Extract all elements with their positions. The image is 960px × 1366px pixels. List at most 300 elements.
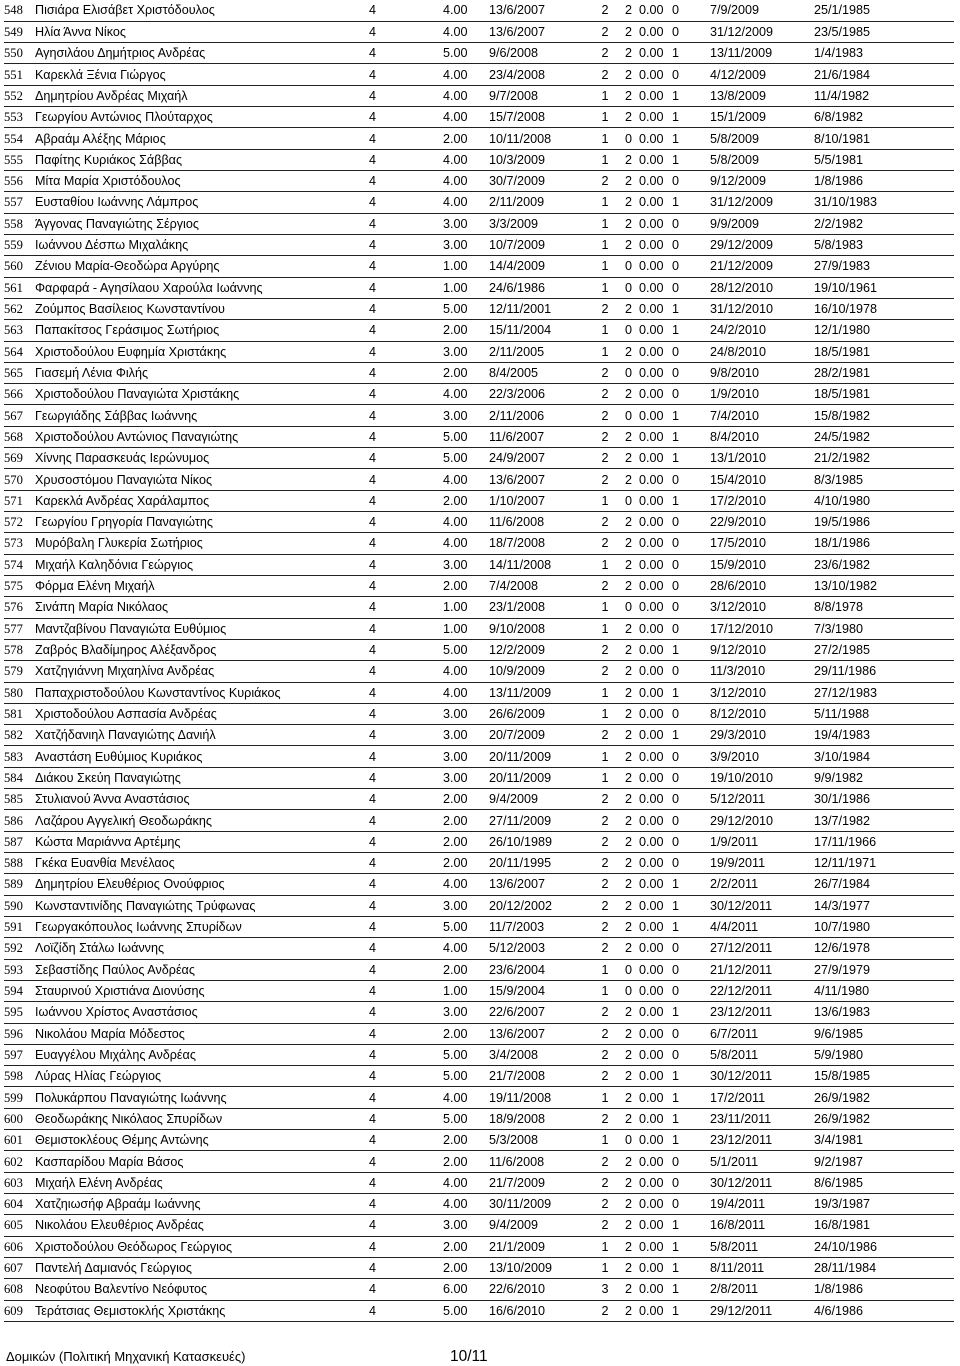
cell-col-c: 2 xyxy=(618,533,639,554)
cell-score: 2.00 xyxy=(443,362,489,383)
cell-score: 4.00 xyxy=(443,469,489,490)
cell-col-a: 4 xyxy=(369,575,443,596)
cell-col-a: 4 xyxy=(369,831,443,852)
cell-col-c: 2 xyxy=(618,234,639,255)
cell-col-d: 0.00 xyxy=(639,1023,672,1044)
cell-birth-date: 16/8/1981 xyxy=(814,1215,954,1236)
cell-date-2: 13/1/2010 xyxy=(710,448,814,469)
cell-col-a: 4 xyxy=(369,405,443,426)
cell-col-e: 0 xyxy=(672,959,710,980)
table-row xyxy=(4,789,954,810)
cell-col-a: 4 xyxy=(369,1172,443,1193)
cell-col-b: 2 xyxy=(592,64,618,85)
cell-col-b: 2 xyxy=(592,853,618,874)
cell-col-a: 4 xyxy=(369,853,443,874)
cell-score: 2.00 xyxy=(443,320,489,341)
cell-date-2: 30/12/2011 xyxy=(710,895,814,916)
cell-col-b: 2 xyxy=(592,1108,618,1129)
cell-col-d: 0.00 xyxy=(639,171,672,192)
cell-col-e: 0 xyxy=(672,1172,710,1193)
cell-col-a: 4 xyxy=(369,554,443,575)
cell-full-name: Μίτα Μαρία Χριστόδουλος xyxy=(35,171,369,192)
cell-col-a: 4 xyxy=(369,298,443,319)
table-row xyxy=(4,234,954,255)
cell-row-number: 549 xyxy=(4,21,35,42)
cell-full-name: Χριστοδούλου Θεόδωρος Γεώργιος xyxy=(35,1236,369,1257)
table-row xyxy=(4,682,954,703)
cell-col-c: 2 xyxy=(618,682,639,703)
cell-date-1: 11/7/2003 xyxy=(489,916,592,937)
cell-col-a: 4 xyxy=(369,490,443,511)
cell-col-d: 0.00 xyxy=(639,298,672,319)
cell-col-e: 1 xyxy=(672,1257,710,1278)
cell-col-d: 0.00 xyxy=(639,725,672,746)
cell-col-a: 4 xyxy=(369,43,443,64)
cell-col-b: 1 xyxy=(592,1236,618,1257)
cell-score: 1.00 xyxy=(443,597,489,618)
cell-col-b: 2 xyxy=(592,1002,618,1023)
cell-col-c: 2 xyxy=(618,810,639,831)
cell-col-c: 2 xyxy=(618,1044,639,1065)
cell-birth-date: 8/8/1978 xyxy=(814,597,954,618)
cell-col-b: 1 xyxy=(592,341,618,362)
cell-full-name: Μιχαήλ Ελένη Ανδρέας xyxy=(35,1172,369,1193)
cell-full-name: Χριστοδούλου Ευφημία Χριστάκης xyxy=(35,341,369,362)
cell-birth-date: 13/7/1982 xyxy=(814,810,954,831)
cell-date-2: 9/12/2009 xyxy=(710,171,814,192)
cell-col-a: 4 xyxy=(369,639,443,660)
table-row xyxy=(4,831,954,852)
cell-date-1: 2/11/2009 xyxy=(489,192,592,213)
cell-score: 3.00 xyxy=(443,234,489,255)
cell-col-e: 0 xyxy=(672,1194,710,1215)
cell-col-e: 1 xyxy=(672,1108,710,1129)
cell-row-number: 577 xyxy=(4,618,35,639)
cell-score: 2.00 xyxy=(443,128,489,149)
cell-col-a: 4 xyxy=(369,1002,443,1023)
cell-col-c: 0 xyxy=(618,256,639,277)
table-row xyxy=(4,320,954,341)
table-row xyxy=(4,767,954,788)
table-row xyxy=(4,1044,954,1065)
cell-col-a: 4 xyxy=(369,789,443,810)
cell-row-number: 590 xyxy=(4,895,35,916)
cell-col-a: 4 xyxy=(369,1215,443,1236)
cell-birth-date: 24/10/1986 xyxy=(814,1236,954,1257)
cell-col-b: 2 xyxy=(592,895,618,916)
cell-full-name: Φόρμα Ελένη Μιχαήλ xyxy=(35,575,369,596)
cell-col-c: 2 xyxy=(618,767,639,788)
cell-full-name: Γεωργιάδης Σάββας Ιωάννης xyxy=(35,405,369,426)
cell-birth-date: 15/8/1985 xyxy=(814,1066,954,1087)
cell-col-b: 2 xyxy=(592,916,618,937)
cell-col-e: 0 xyxy=(672,661,710,682)
cell-date-1: 24/9/2007 xyxy=(489,448,592,469)
table-row xyxy=(4,746,954,767)
table-row xyxy=(4,1257,954,1278)
cell-birth-date: 27/2/1985 xyxy=(814,639,954,660)
cell-date-1: 14/11/2008 xyxy=(489,554,592,575)
cell-col-d: 0.00 xyxy=(639,64,672,85)
cell-col-d: 0.00 xyxy=(639,1002,672,1023)
cell-row-number: 603 xyxy=(4,1172,35,1193)
cell-col-e: 0 xyxy=(672,21,710,42)
cell-col-e: 0 xyxy=(672,213,710,234)
cell-col-b: 2 xyxy=(592,512,618,533)
table-row xyxy=(4,277,954,298)
cell-col-e: 1 xyxy=(672,1002,710,1023)
cell-date-2: 2/2/2011 xyxy=(710,874,814,895)
cell-birth-date: 5/8/1983 xyxy=(814,234,954,255)
cell-row-number: 601 xyxy=(4,1130,35,1151)
cell-col-e: 0 xyxy=(672,938,710,959)
cell-col-d: 0.00 xyxy=(639,853,672,874)
cell-col-b: 2 xyxy=(592,1044,618,1065)
cell-col-b: 2 xyxy=(592,171,618,192)
cell-date-2: 29/12/2011 xyxy=(710,1300,814,1321)
cell-col-d: 0.00 xyxy=(639,448,672,469)
cell-row-number: 589 xyxy=(4,874,35,895)
cell-date-1: 21/1/2009 xyxy=(489,1236,592,1257)
cell-col-e: 0 xyxy=(672,256,710,277)
cell-col-c: 2 xyxy=(618,639,639,660)
cell-col-c: 2 xyxy=(618,0,639,21)
cell-birth-date: 21/6/1984 xyxy=(814,64,954,85)
cell-score: 3.00 xyxy=(443,703,489,724)
cell-col-a: 4 xyxy=(369,703,443,724)
cell-date-2: 22/9/2010 xyxy=(710,512,814,533)
cell-col-a: 4 xyxy=(369,256,443,277)
cell-col-c: 2 xyxy=(618,1215,639,1236)
table-row xyxy=(4,362,954,383)
cell-date-2: 5/1/2011 xyxy=(710,1151,814,1172)
cell-col-d: 0.00 xyxy=(639,107,672,128)
cell-col-d: 0.00 xyxy=(639,256,672,277)
cell-col-b: 1 xyxy=(592,234,618,255)
cell-col-c: 0 xyxy=(618,277,639,298)
cell-col-e: 1 xyxy=(672,298,710,319)
cell-score: 3.00 xyxy=(443,405,489,426)
table-row xyxy=(4,1172,954,1193)
cell-score: 5.00 xyxy=(443,43,489,64)
cell-score: 5.00 xyxy=(443,448,489,469)
cell-full-name: Ζαβρός Βλαδίμηρος Αλέξανδρος xyxy=(35,639,369,660)
cell-col-b: 1 xyxy=(592,213,618,234)
cell-col-b: 2 xyxy=(592,533,618,554)
cell-date-1: 3/3/2009 xyxy=(489,213,592,234)
cell-birth-date: 10/7/1980 xyxy=(814,916,954,937)
cell-birth-date: 6/8/1982 xyxy=(814,107,954,128)
cell-full-name: Δημητρίου Ελευθέριος Ονούφριος xyxy=(35,874,369,895)
cell-full-name: Τεράτσιας Θεμιστοκλής Χριστάκης xyxy=(35,1300,369,1321)
cell-col-c: 2 xyxy=(618,1066,639,1087)
table-row xyxy=(4,938,954,959)
table-row xyxy=(4,703,954,724)
cell-col-d: 0.00 xyxy=(639,1172,672,1193)
cell-col-b: 2 xyxy=(592,1194,618,1215)
cell-birth-date: 17/11/1966 xyxy=(814,831,954,852)
cell-col-d: 0.00 xyxy=(639,192,672,213)
cell-col-e: 1 xyxy=(672,1087,710,1108)
cell-score: 2.00 xyxy=(443,1023,489,1044)
cell-col-b: 1 xyxy=(592,85,618,106)
cell-date-2: 19/4/2011 xyxy=(710,1194,814,1215)
cell-col-c: 2 xyxy=(618,916,639,937)
cell-col-b: 2 xyxy=(592,448,618,469)
cell-date-2: 15/1/2009 xyxy=(710,107,814,128)
cell-date-1: 13/6/2007 xyxy=(489,874,592,895)
cell-col-a: 4 xyxy=(369,1151,443,1172)
cell-full-name: Ευαγγέλου Μιχάλης Ανδρέας xyxy=(35,1044,369,1065)
cell-col-d: 0.00 xyxy=(639,789,672,810)
cell-col-d: 0.00 xyxy=(639,1300,672,1321)
cell-col-a: 4 xyxy=(369,1236,443,1257)
cell-date-1: 13/6/2007 xyxy=(489,0,592,21)
cell-full-name: Νεοφύτου Βαλεντίνο Νεόφυτος xyxy=(35,1279,369,1300)
cell-col-b: 2 xyxy=(592,469,618,490)
cell-full-name: Λύρας Ηλίας Γεώργιος xyxy=(35,1066,369,1087)
cell-date-1: 23/4/2008 xyxy=(489,64,592,85)
cell-col-a: 4 xyxy=(369,213,443,234)
cell-date-1: 10/9/2009 xyxy=(489,661,592,682)
cell-col-c: 2 xyxy=(618,661,639,682)
cell-col-c: 2 xyxy=(618,1108,639,1129)
cell-date-2: 1/9/2011 xyxy=(710,831,814,852)
cell-date-2: 3/12/2010 xyxy=(710,682,814,703)
cell-birth-date: 4/11/1980 xyxy=(814,980,954,1001)
cell-score: 3.00 xyxy=(443,895,489,916)
cell-col-d: 0.00 xyxy=(639,213,672,234)
cell-col-d: 0.00 xyxy=(639,85,672,106)
cell-full-name: Νικολάου Μαρία Μόδεστος xyxy=(35,1023,369,1044)
cell-date-2: 5/8/2009 xyxy=(710,128,814,149)
cell-col-b: 1 xyxy=(592,1257,618,1278)
cell-date-1: 14/4/2009 xyxy=(489,256,592,277)
cell-col-c: 2 xyxy=(618,341,639,362)
table-row xyxy=(4,192,954,213)
cell-col-c: 2 xyxy=(618,1257,639,1278)
cell-date-2: 9/8/2010 xyxy=(710,362,814,383)
cell-date-2: 6/7/2011 xyxy=(710,1023,814,1044)
cell-full-name: Κωνσταντινίδης Παναγιώτης Τρύφωνας xyxy=(35,895,369,916)
cell-full-name: Παπαχριστοδούλου Κωνσταντίνος Κυριάκος xyxy=(35,682,369,703)
cell-col-a: 4 xyxy=(369,107,443,128)
cell-col-a: 4 xyxy=(369,1108,443,1129)
cell-row-number: 587 xyxy=(4,831,35,852)
cell-col-d: 0.00 xyxy=(639,1279,672,1300)
cell-col-a: 4 xyxy=(369,341,443,362)
cell-date-2: 28/6/2010 xyxy=(710,575,814,596)
cell-col-e: 1 xyxy=(672,107,710,128)
cell-date-2: 29/12/2009 xyxy=(710,234,814,255)
cell-full-name: Στυλιανού Άννα Αναστάσιος xyxy=(35,789,369,810)
cell-birth-date: 18/5/1981 xyxy=(814,384,954,405)
cell-date-2: 5/12/2011 xyxy=(710,789,814,810)
cell-col-e: 0 xyxy=(672,533,710,554)
cell-col-c: 2 xyxy=(618,149,639,170)
cell-col-e: 0 xyxy=(672,980,710,1001)
cell-birth-date: 8/10/1981 xyxy=(814,128,954,149)
cell-birth-date: 2/2/1982 xyxy=(814,213,954,234)
cell-full-name: Αγησιλάου Δημήτριος Ανδρέας xyxy=(35,43,369,64)
cell-col-e: 0 xyxy=(672,234,710,255)
cell-col-a: 4 xyxy=(369,767,443,788)
cell-birth-date: 12/1/1980 xyxy=(814,320,954,341)
table-row xyxy=(4,853,954,874)
cell-birth-date: 1/8/1986 xyxy=(814,171,954,192)
cell-row-number: 580 xyxy=(4,682,35,703)
cell-birth-date: 18/5/1981 xyxy=(814,341,954,362)
cell-col-c: 2 xyxy=(618,874,639,895)
cell-full-name: Παφίτης Κυριάκος Σάββας xyxy=(35,149,369,170)
cell-col-c: 2 xyxy=(618,426,639,447)
cell-col-e: 0 xyxy=(672,0,710,21)
cell-col-d: 0.00 xyxy=(639,21,672,42)
cell-date-2: 15/9/2010 xyxy=(710,554,814,575)
cell-date-1: 9/4/2009 xyxy=(489,789,592,810)
cell-full-name: Ηλία Άννα Νίκος xyxy=(35,21,369,42)
cell-col-a: 4 xyxy=(369,128,443,149)
cell-row-number: 550 xyxy=(4,43,35,64)
cell-date-2: 5/8/2011 xyxy=(710,1044,814,1065)
cell-col-b: 2 xyxy=(592,0,618,21)
cell-col-e: 0 xyxy=(672,575,710,596)
cell-score: 1.00 xyxy=(443,256,489,277)
cell-col-c: 2 xyxy=(618,21,639,42)
cell-col-a: 4 xyxy=(369,1300,443,1321)
cell-score: 2.00 xyxy=(443,1130,489,1151)
cell-col-c: 0 xyxy=(618,405,639,426)
cell-col-c: 2 xyxy=(618,171,639,192)
cell-col-e: 0 xyxy=(672,810,710,831)
cell-col-a: 4 xyxy=(369,895,443,916)
cell-birth-date: 23/5/1985 xyxy=(814,21,954,42)
cell-row-number: 579 xyxy=(4,661,35,682)
cell-col-a: 4 xyxy=(369,1066,443,1087)
cell-col-e: 1 xyxy=(672,149,710,170)
cell-score: 3.00 xyxy=(443,341,489,362)
cell-birth-date: 7/3/1980 xyxy=(814,618,954,639)
cell-col-b: 2 xyxy=(592,575,618,596)
cell-score: 2.00 xyxy=(443,1257,489,1278)
cell-date-1: 22/6/2007 xyxy=(489,1002,592,1023)
cell-date-2: 8/11/2011 xyxy=(710,1257,814,1278)
cell-row-number: 557 xyxy=(4,192,35,213)
cell-score: 2.00 xyxy=(443,575,489,596)
cell-date-1: 9/7/2008 xyxy=(489,85,592,106)
cell-col-b: 1 xyxy=(592,703,618,724)
cell-col-e: 0 xyxy=(672,384,710,405)
cell-col-c: 2 xyxy=(618,448,639,469)
cell-row-number: 596 xyxy=(4,1023,35,1044)
cell-col-a: 4 xyxy=(369,980,443,1001)
cell-col-b: 1 xyxy=(592,746,618,767)
cell-date-2: 1/9/2010 xyxy=(710,384,814,405)
cell-col-c: 2 xyxy=(618,618,639,639)
cell-row-number: 572 xyxy=(4,512,35,533)
cell-col-d: 0.00 xyxy=(639,128,672,149)
cell-col-d: 0.00 xyxy=(639,490,672,511)
cell-date-1: 20/12/2002 xyxy=(489,895,592,916)
cell-col-e: 1 xyxy=(672,1215,710,1236)
cell-col-a: 4 xyxy=(369,469,443,490)
cell-score: 4.00 xyxy=(443,533,489,554)
cell-col-a: 4 xyxy=(369,725,443,746)
cell-row-number: 563 xyxy=(4,320,35,341)
cell-col-e: 0 xyxy=(672,1151,710,1172)
cell-col-c: 2 xyxy=(618,384,639,405)
cell-birth-date: 3/10/1984 xyxy=(814,746,954,767)
cell-date-1: 22/3/2006 xyxy=(489,384,592,405)
cell-col-a: 4 xyxy=(369,1087,443,1108)
cell-col-c: 2 xyxy=(618,469,639,490)
cell-birth-date: 19/5/1986 xyxy=(814,512,954,533)
table-row xyxy=(4,384,954,405)
cell-score: 4.00 xyxy=(443,0,489,21)
cell-birth-date: 8/3/1985 xyxy=(814,469,954,490)
cell-col-c: 2 xyxy=(618,789,639,810)
cell-birth-date: 14/3/1977 xyxy=(814,895,954,916)
cell-col-b: 1 xyxy=(592,597,618,618)
cell-col-d: 0.00 xyxy=(639,149,672,170)
table-row xyxy=(4,554,954,575)
cell-date-1: 13/6/2007 xyxy=(489,469,592,490)
cell-score: 4.00 xyxy=(443,661,489,682)
cell-col-c: 0 xyxy=(618,362,639,383)
cell-col-e: 1 xyxy=(672,725,710,746)
cell-date-2: 27/12/2011 xyxy=(710,938,814,959)
cell-date-1: 18/9/2008 xyxy=(489,1108,592,1129)
table-row xyxy=(4,426,954,447)
cell-date-1: 30/7/2009 xyxy=(489,171,592,192)
cell-row-number: 561 xyxy=(4,277,35,298)
cell-col-e: 0 xyxy=(672,1044,710,1065)
cell-date-1: 18/7/2008 xyxy=(489,533,592,554)
cell-col-d: 0.00 xyxy=(639,1066,672,1087)
cell-birth-date: 4/6/1986 xyxy=(814,1300,954,1321)
cell-date-1: 12/2/2009 xyxy=(489,639,592,660)
cell-date-1: 3/4/2008 xyxy=(489,1044,592,1065)
cell-row-number: 571 xyxy=(4,490,35,511)
cell-birth-date: 3/4/1981 xyxy=(814,1130,954,1151)
cell-score: 4.00 xyxy=(443,1194,489,1215)
cell-birth-date: 5/11/1988 xyxy=(814,703,954,724)
table-row xyxy=(4,1236,954,1257)
cell-date-1: 13/6/2007 xyxy=(489,21,592,42)
cell-col-a: 4 xyxy=(369,810,443,831)
cell-date-1: 5/12/2003 xyxy=(489,938,592,959)
cell-birth-date: 28/11/1984 xyxy=(814,1257,954,1278)
cell-score: 2.00 xyxy=(443,1236,489,1257)
table-row xyxy=(4,1151,954,1172)
cell-col-d: 0.00 xyxy=(639,1257,672,1278)
cell-col-d: 0.00 xyxy=(639,384,672,405)
cell-birth-date: 12/6/1978 xyxy=(814,938,954,959)
cell-score: 2.00 xyxy=(443,810,489,831)
cell-col-b: 1 xyxy=(592,554,618,575)
cell-col-a: 4 xyxy=(369,1257,443,1278)
cell-col-d: 0.00 xyxy=(639,959,672,980)
cell-col-b: 2 xyxy=(592,1215,618,1236)
cell-col-b: 2 xyxy=(592,639,618,660)
table-row xyxy=(4,171,954,192)
cell-col-c: 2 xyxy=(618,575,639,596)
cell-col-e: 1 xyxy=(672,426,710,447)
cell-col-e: 0 xyxy=(672,64,710,85)
cell-score: 1.00 xyxy=(443,277,489,298)
cell-col-a: 4 xyxy=(369,938,443,959)
cell-score: 1.00 xyxy=(443,618,489,639)
